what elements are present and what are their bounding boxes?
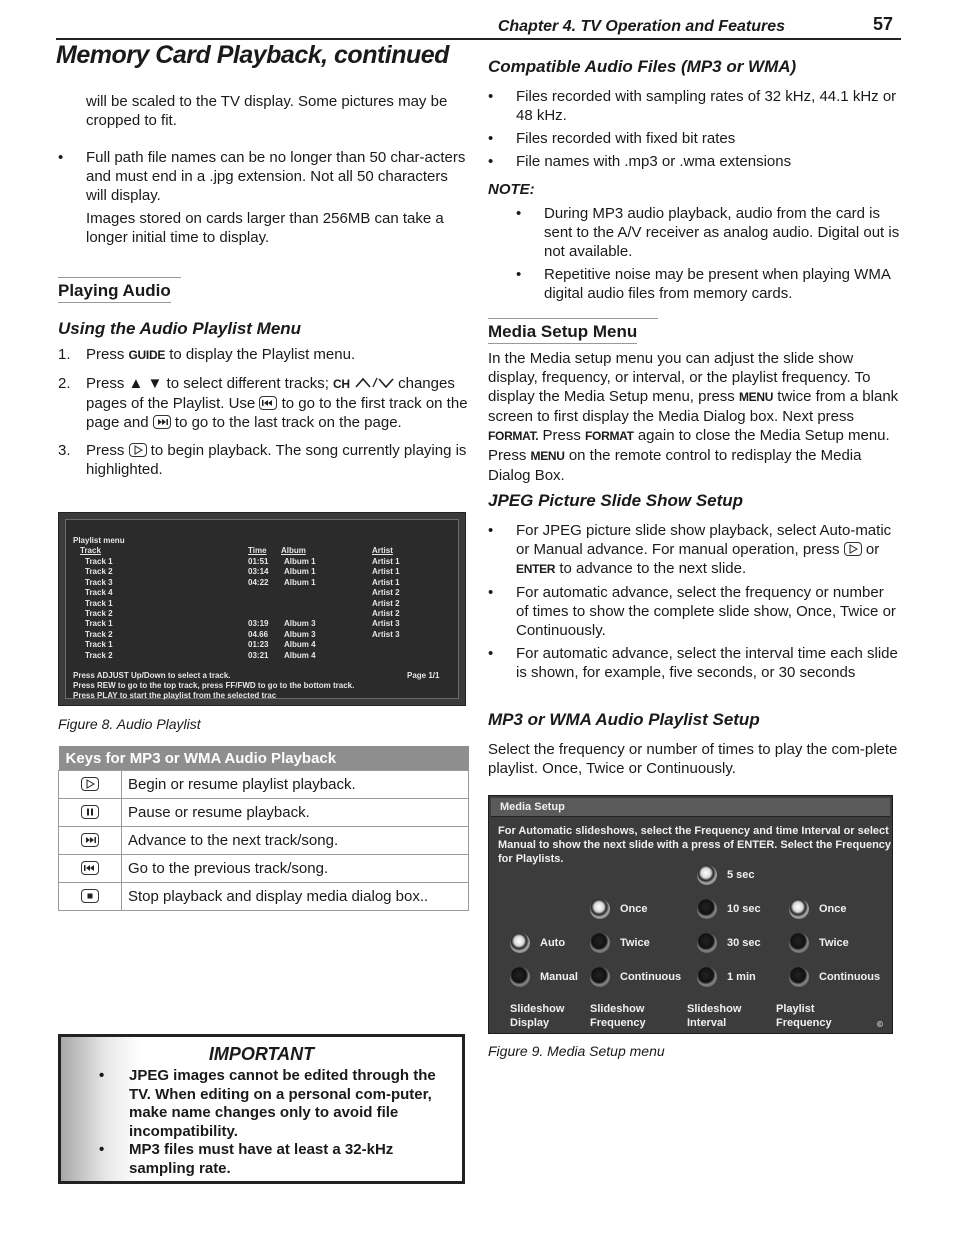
audio-playlist-screen	[58, 512, 466, 706]
keys-table	[58, 746, 469, 911]
media-setup-rule	[488, 318, 658, 319]
col-label-slideshow-frequency: Slideshow Frequency	[590, 1003, 646, 1029]
playlist-cell-artist: Artist 2	[372, 588, 400, 598]
list-item: • MP3 files must have at least a 32-kHz sampling rate.	[99, 1141, 444, 1178]
playlist-cell-track: Track 2	[85, 567, 113, 577]
radio-off-icon	[789, 933, 809, 953]
list-item: • During MP3 audio playback, audio from the card is sent to the A/V receiver as analog audio. Digital out is not available.	[488, 204, 900, 261]
card-size-note: Images stored on cards larger than 256MB can take a longer initial time to display.	[86, 210, 444, 246]
media-setup-description: For Automatic slideshows, select the Frequency and time Interval or select Manual to show the next slide with a press of ENTER. Select the Frequency for Playlists.	[498, 825, 892, 865]
playlist-cell-artist: Artist 1	[372, 567, 400, 577]
mp3-playlist-paragraph: Select the frequency or number of times to play the com-plete playlist. Once, Twice or Continuously.	[488, 741, 898, 777]
playing-audio-rule	[58, 277, 181, 278]
play-icon	[129, 443, 147, 457]
stop-icon	[81, 889, 99, 903]
compat-audio-title: Compatible Audio Files (MP3 or WMA)	[488, 57, 797, 76]
radio-on-icon	[590, 899, 610, 919]
list-item: • For automatic advance, select the interval time each slide is shown, for example, five seconds, or 30 seconds	[488, 644, 900, 682]
playlist-panel	[65, 519, 459, 699]
list-item: • For JPEG picture slide show playback, select Auto-matic or Manual advance. For manual operation, press or ENTER to advance to the next slide.	[488, 521, 900, 579]
radio-off-icon	[697, 933, 717, 953]
page-title: Memory Card Playback, continued	[56, 41, 449, 69]
continued-paragraph: will be scaled to the TV display. Some pictures may be cropped to fit.	[86, 93, 448, 129]
playlist-footer-3: Press PLAY to start the playlist from the selected trac	[73, 691, 277, 700]
list-item: • For automatic advance, select the frequency or number of times to show the complete slide show, Once, Twice or Continuously.	[488, 583, 900, 640]
playlist-cell-album: Album 4	[284, 640, 316, 650]
page-header	[56, 14, 901, 40]
list-item: • File names with .mp3 or .wma extensions	[488, 152, 900, 171]
chapter-title: Chapter 4. TV Operation and Features	[497, 18, 785, 35]
enter-key: ENTER	[516, 562, 556, 576]
playlist-cell-track: Track 1	[85, 598, 113, 608]
list-item: • Files recorded with sampling rates of 32 kHz, 44.1 kHz or 48 kHz.	[488, 87, 900, 125]
playlist-cell-album: Album 1	[284, 557, 316, 566]
playlist-cell-time: 04.66	[248, 629, 269, 639]
steps-list	[58, 345, 468, 479]
col-label-slideshow-interval: Slideshow Interval	[687, 1003, 742, 1029]
section-playing-audio: Playing Audio	[58, 281, 171, 303]
menu-key: MENU	[738, 390, 774, 404]
playlist-cell-track: Track 1	[85, 619, 113, 629]
col-label-slideshow-display: Slideshow Display	[510, 1003, 565, 1029]
playlist-cell-track: Track 2	[85, 609, 113, 618]
play-icon	[81, 777, 99, 791]
important-title: IMPORTANT	[208, 1044, 315, 1064]
radio-off-icon	[510, 967, 530, 987]
playlist-cell-track: Track 1	[85, 557, 113, 566]
table-row[interactable]	[66, 599, 458, 609]
playlist-cell-time: 03:19	[248, 619, 269, 629]
playlist-page: Page 1/1	[407, 671, 440, 680]
table-row[interactable]	[66, 640, 458, 650]
col-label-playlist-frequency: Playlist Frequency	[776, 1003, 832, 1029]
radio-off-icon	[697, 967, 717, 987]
menu-key: MENU	[530, 449, 565, 463]
table-row: Begin or resume playlist playback.	[59, 771, 469, 799]
note-bullets	[488, 204, 900, 303]
playlist-cell-album: Album 1	[284, 567, 316, 577]
copyright-mark: ©	[877, 1020, 883, 1029]
page-number: 57	[872, 14, 893, 34]
compat-bullets	[488, 87, 900, 171]
media-setup-title: Media Setup	[491, 798, 890, 817]
important-list	[99, 1067, 444, 1178]
table-row[interactable]	[66, 619, 458, 629]
section-media-setup: Media Setup Menu	[488, 322, 637, 344]
playlist-cell-time: 01:51	[248, 557, 269, 566]
table-row: Pause or resume playback.	[59, 799, 469, 827]
list-item: • Repetitive noise may be present when playing WMA digital audio files from memory cards.	[488, 265, 900, 303]
radio-off-icon	[590, 933, 610, 953]
playlist-title: Playlist menu	[73, 536, 125, 545]
note-label: NOTE:	[488, 181, 535, 198]
play-icon	[844, 542, 862, 556]
table-row[interactable]	[66, 609, 458, 619]
skip-back-icon	[259, 396, 277, 410]
playlist-cell-album: Album 4	[284, 650, 316, 660]
pause-icon	[81, 805, 99, 819]
table-row[interactable]	[66, 578, 458, 588]
subsection-audio-playlist: Using the Audio Playlist Menu	[58, 319, 302, 338]
playlist-cell-track: Track 2	[85, 629, 113, 639]
filename-bullet: • Full path file names can be no longer than 50 char-acters and must end in a .jpg extension. Not all 50 characters will display.	[58, 148, 468, 205]
step-3: 3. Press to begin playback. The song currently playing is highlighted.	[58, 442, 467, 478]
playlist-cell-time: 03:14	[248, 567, 269, 577]
table-row[interactable]	[66, 651, 458, 661]
radio-off-icon	[789, 967, 809, 987]
playlist-cell-track: Track 4	[85, 588, 113, 598]
ch-key: CH	[333, 377, 350, 391]
playlist-cell-artist: Artist 3	[372, 629, 400, 639]
skip-forward-icon	[153, 415, 171, 429]
format-key: FORMAT.	[488, 429, 539, 443]
format-key: FORMAT	[585, 429, 634, 443]
playlist-footer-2: Press REW to go to the top track, press FF/FWD to go to the bottom track.	[73, 681, 355, 690]
playlist-cell-time: 01:23	[248, 640, 269, 650]
media-setup-screen: Media Setup For Automatic slideshows, select the Frequency and time Interval or select Manual to show the next slide with a press of ENTER. Select the Frequency for Playlists. 5 sec Once 10 sec Once Auto Twice 30 sec Twice Manual Continuous 1 min Continuous Slideshow Display Slideshow Frequency Slideshow Interval Playlist Frequency ©	[488, 795, 893, 1034]
playlist-cell-artist: Artist 1	[372, 557, 400, 566]
table-row[interactable]	[66, 557, 458, 567]
playlist-cell-track: Track 2	[85, 650, 113, 660]
chevron-up-down-icon	[354, 376, 394, 388]
guide-key: GUIDE	[128, 348, 166, 362]
playlist-cell-track: Track 1	[85, 640, 113, 650]
skip-forward-icon	[81, 833, 99, 847]
important-box	[58, 1034, 465, 1184]
jpeg-slideshow-title: JPEG Picture Slide Show Setup	[488, 491, 744, 510]
radio-off-icon	[590, 967, 610, 987]
playlist-cell-artist: Artist 1	[372, 577, 400, 587]
radio-off-icon	[697, 899, 717, 919]
media-setup-paragraph: In the Media setup menu you can adjust the slide show display, frequency, or interval, or the playlist frequency. To display the Media Setup menu, press MENU twice from a blank screen to first display the Media Dialog box. Next press FORMAT. Press FORMAT again to close the Media Setup menu. Press MENU on the remote control to redisplay the Media Dialog Box.	[488, 350, 899, 484]
playlist-cell-artist: Artist 2	[372, 598, 400, 608]
playlist-footer-1: Press ADJUST Up/Down to select a track.	[73, 671, 231, 680]
figure-8-caption: Figure 8. Audio Playlist	[58, 716, 201, 732]
radio-on-icon	[697, 865, 717, 885]
playlist-header-row: Track Time Album Artist	[80, 546, 393, 555]
jpeg-bullets	[488, 521, 900, 682]
table-row: Advance to the next track/song.	[59, 827, 469, 855]
table-row: Stop playback and display media dialog box..	[59, 883, 469, 911]
table-row: Go to the previous track/song.	[59, 855, 469, 883]
figure-9-caption: Figure 9. Media Setup menu	[488, 1043, 665, 1059]
list-item: • JPEG images cannot be edited through the TV. When editing on a personal com-puter, make name changes only to avoid file incompatibility.	[99, 1067, 444, 1141]
playlist-cell-time: 04:22	[248, 577, 269, 587]
keys-table-title: Keys for MP3 or WMA Audio Playback	[59, 746, 469, 771]
up-down-arrow-icon: ▲ ▼	[128, 375, 163, 392]
step-2: 2. Press ▲ ▼ to select different tracks; CH changes pages of the Playlist. Use to go to the first track on the page and to go to the last track on the page.	[58, 375, 468, 431]
playlist-cell-album: Album 3	[284, 619, 316, 629]
playlist-cell-track: Track 3	[85, 577, 113, 587]
playlist-cell-album: Album 3	[284, 629, 316, 639]
radio-on-icon	[789, 899, 809, 919]
playlist-cell-artist: Artist 3	[372, 619, 400, 629]
left-column	[58, 92, 468, 247]
table-row[interactable]	[66, 630, 458, 640]
playlist-cell-album: Album 1	[284, 577, 316, 587]
playlist-cell-time: 03:21	[248, 650, 269, 660]
list-item: • Files recorded with fixed bit rates	[488, 129, 900, 148]
step-1: 1. Press GUIDE to display the Playlist menu.	[58, 346, 356, 363]
table-row[interactable]	[66, 567, 458, 577]
table-row[interactable]	[66, 588, 458, 598]
skip-back-icon	[81, 861, 99, 875]
radio-on-icon	[510, 933, 530, 953]
mp3-playlist-title: MP3 or WMA Audio Playlist Setup	[488, 710, 760, 729]
playlist-cell-artist: Artist 2	[372, 609, 400, 618]
